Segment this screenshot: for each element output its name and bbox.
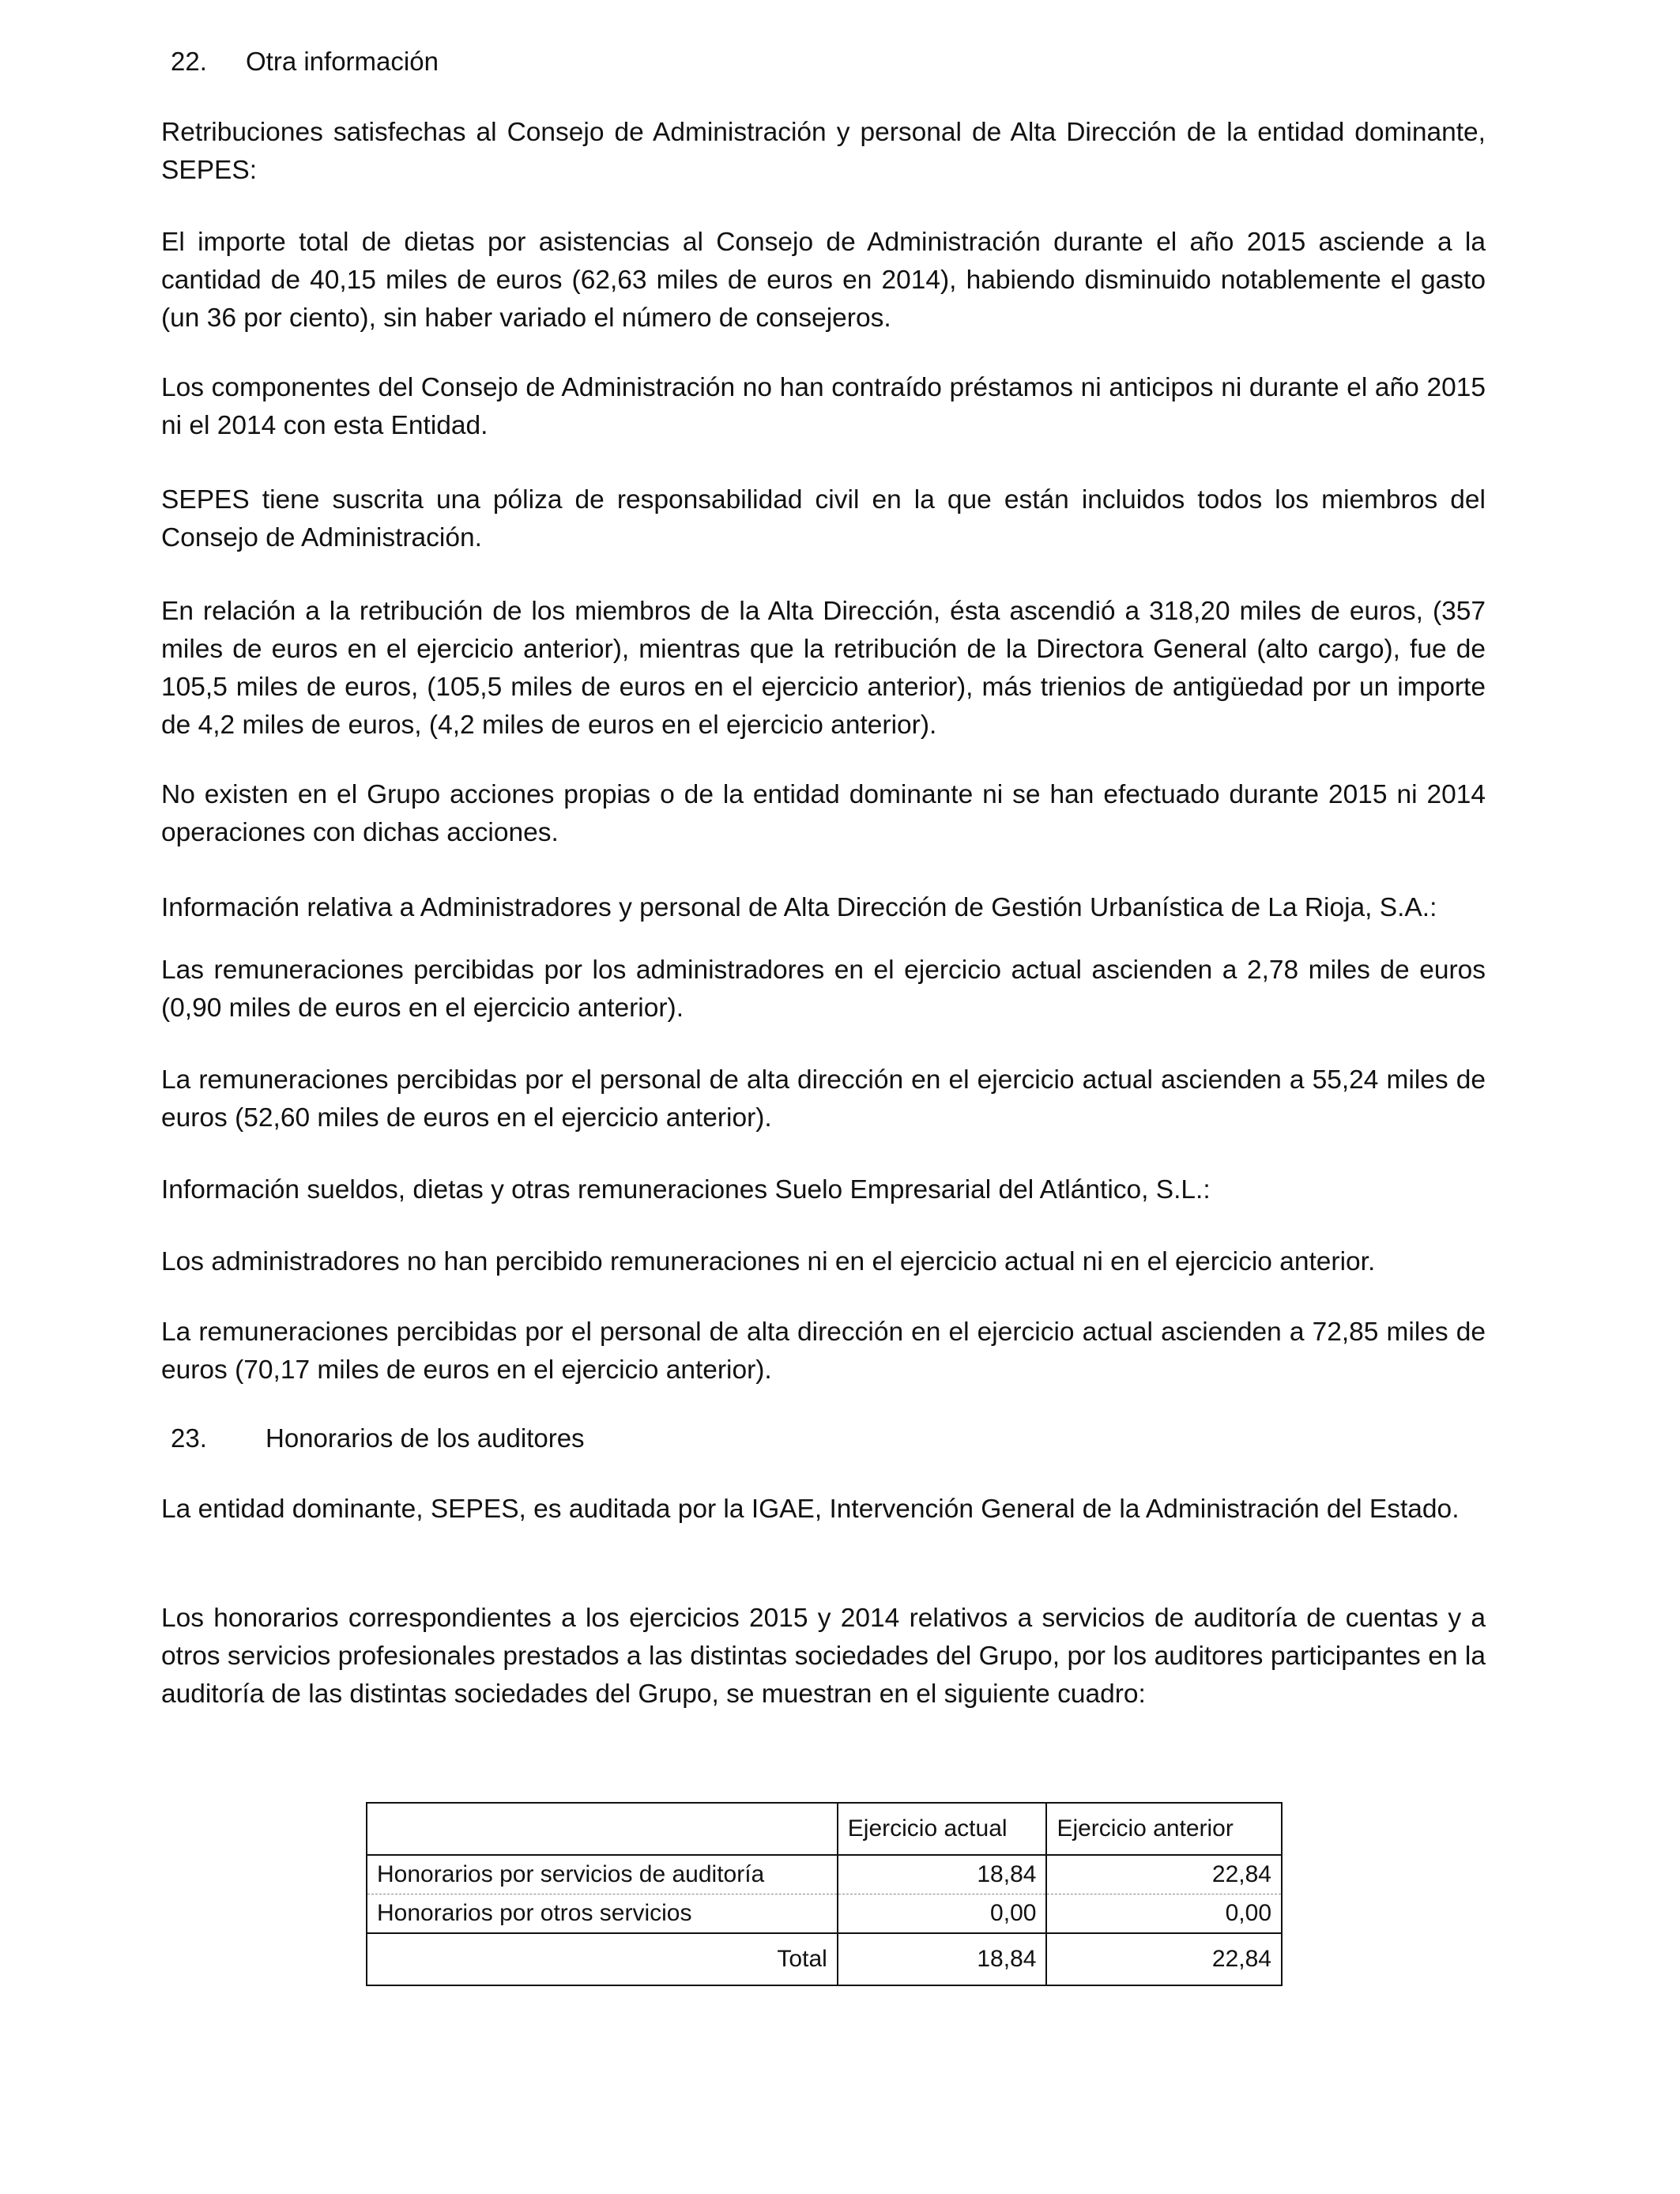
table-header-cell: Ejercicio anterior: [1046, 1803, 1282, 1855]
paragraph: El importe total de dietas por asistencias al Consejo de Administración durante el año 2015 asciende a la cantidad de 40,15 miles de euros (62,63 miles de euros en 2014), habiendo disminuido notablemente el gasto (un 36 por ciento), sin haber variado el número de consejeros.: [161, 228, 1486, 333]
section-title: Otra información: [246, 47, 439, 76]
table-cell-actual: 18,84: [838, 1855, 1047, 1894]
paragraph: La remuneraciones percibidas por el personal de alta dirección en el ejercicio actual ascienden a 55,24 miles de euros (52,60 miles de euros en el ejercicio anterior).: [161, 1065, 1486, 1133]
table-row: [367, 1894, 1282, 1934]
section-number: 23.: [171, 1423, 207, 1453]
table-total-row: [367, 1933, 1282, 1985]
table-header-row: [367, 1803, 1282, 1855]
paragraph: La remuneraciones percibidas por el personal de alta dirección en el ejercicio actual ascienden a 72,85 miles de euros (70,17 miles de euros en el ejercicio anterior).: [161, 1318, 1486, 1385]
paragraph: No existen en el Grupo acciones propias o de la entidad dominante ni se han efectuado durante 2015 ni 2014 operaciones con dichas acciones.: [161, 780, 1486, 847]
section-22-heading: [171, 43, 439, 81]
section-number: 22.: [171, 47, 207, 76]
paragraph: La entidad dominante, SEPES, es auditada por la IGAE, Intervención General de la Administración del Estado.: [161, 1495, 1460, 1524]
table-total-label: Total: [367, 1933, 838, 1985]
section-title: Honorarios de los auditores: [266, 1423, 585, 1453]
table-cell-label: Honorarios por otros servicios: [367, 1894, 838, 1934]
audit-fees-table: [366, 1802, 1283, 1986]
section-23-heading: [171, 1419, 585, 1457]
paragraph: Los componentes del Consejo de Administración no han contraído préstamos ni anticipos ni durante el año 2015 ni el 2014 con esta Entidad.: [161, 373, 1486, 440]
table-cell-anterior: 0,00: [1046, 1894, 1282, 1934]
table-cell-actual: 0,00: [838, 1894, 1047, 1934]
table-header-cell: Ejercicio actual: [838, 1803, 1047, 1855]
paragraph: Las remuneraciones percibidas por los administradores en el ejercicio actual ascienden a 2,78 miles de euros (0,90 miles de euros en el ejercicio anterior).: [161, 956, 1486, 1023]
paragraph: Información sueldos, dietas y otras remuneraciones Suelo Empresarial del Atlántico, S.L.:: [161, 1175, 1211, 1204]
table-row: [367, 1855, 1282, 1894]
paragraph: Los honorarios correspondientes a los ejercicios 2015 y 2014 relativos a servicios de auditoría de cuentas y a otros servicios profesionales prestados a las distintas sociedades del Grupo, por los auditores participantes en la auditoría de las distintas sociedades del Grupo, se muestran en el siguiente cuadro:: [161, 1604, 1486, 1709]
paragraph: SEPES tiene suscrita una póliza de responsabilidad civil en la que están incluidos todos los miembros del Consejo de Administración.: [161, 485, 1486, 552]
table-total-actual: 18,84: [838, 1933, 1047, 1985]
table-header-cell: [367, 1803, 838, 1855]
table-total-anterior: 22,84: [1046, 1933, 1282, 1985]
paragraph: Información relativa a Administradores y personal de Alta Dirección de Gestión Urbanística de La Rioja, S.A.:: [161, 893, 1437, 922]
table-cell-label: Honorarios por servicios de auditoría: [367, 1855, 838, 1894]
paragraph: En relación a la retribución de los miembros de la Alta Dirección, ésta ascendió a 318,20 miles de euros, (357 miles de euros en el ejercicio anterior), mientras que la retribución de la Directora General (alto cargo), fue de 105,5 miles de euros, (105,5 miles de euros en el ejercicio anterior), más trienios de antigüedad por un importe de 4,2 miles de euros, (4,2 miles de euros en el ejercicio anterior).: [161, 597, 1486, 740]
table-cell-anterior: 22,84: [1046, 1855, 1282, 1894]
paragraph: Los administradores no han percibido remuneraciones ni en el ejercicio actual ni en el ejercicio anterior.: [161, 1247, 1376, 1276]
paragraph: Retribuciones satisfechas al Consejo de Administración y personal de Alta Dirección de la entidad dominante, SEPES:: [161, 118, 1486, 185]
